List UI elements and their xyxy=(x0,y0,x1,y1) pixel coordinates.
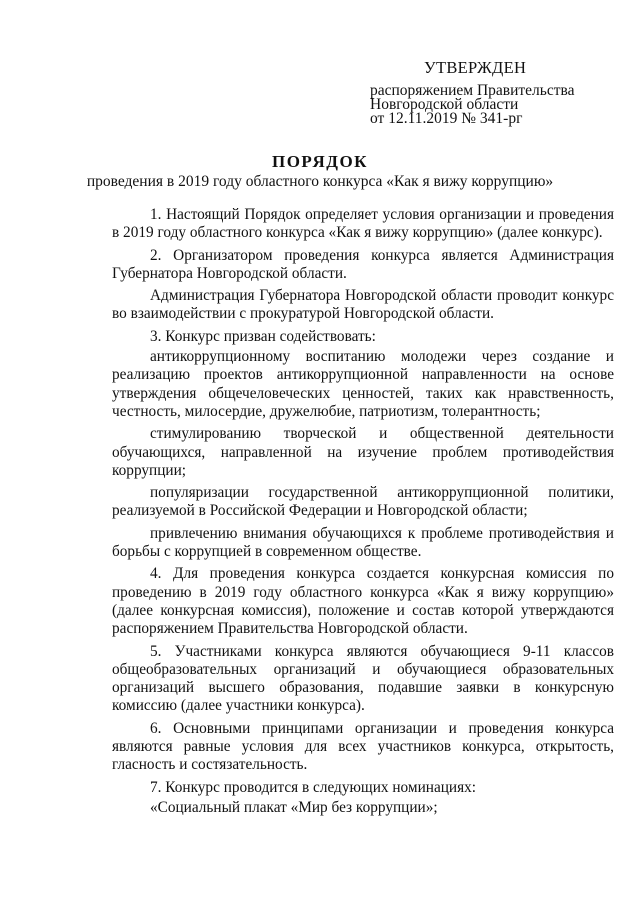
approval-line-3: от 12.11.2019 № 341-рг xyxy=(370,110,523,127)
approval-block xyxy=(370,58,620,126)
paragraph-3-item-3: популяризации государственной антикоррупционной политики, реализуемой в Российской Федерации и Новгородской области; xyxy=(112,484,614,520)
paragraph-2: 2. Организатором проведения конкурса является Администрация Губернатора Новгородской области. xyxy=(112,246,614,282)
paragraph-5: 5. Участниками конкурса являются обучающиеся 9-11 классов общеобразовательных организаций и обучающиеся образовательных организаций высшего образования, подавшие заявки в конкурсную комиссию (далее участники конкурса). xyxy=(112,642,614,715)
paragraph-3-item-1: антикоррупционному воспитанию молодежи через создание и реализацию проектов антикоррупционной направленности на основе утверждения общечеловеческих ценностей, таких как нравственность, честность, милосердие, дружелюбие, патриотизм, толерантность; xyxy=(112,348,614,420)
document-body xyxy=(112,206,614,821)
approval-line-1: распоряжением Правительства xyxy=(370,82,575,99)
paragraph-3: 3. Конкурс призван содействовать: xyxy=(150,327,376,345)
paragraph-1: 1. Настоящий Порядок определяет условия организации и проведения в 2019 году областного конкурса «Как я вижу коррупцию» (далее конкурс). xyxy=(112,206,614,242)
paragraph-6: 6. Основными принципами организации и проведения конкурса являются равные условия для всех участников конкурса, открытость, гласность и состязательность. xyxy=(112,719,614,774)
approval-heading: УТВЕРЖДЕН xyxy=(424,58,527,77)
paragraph-7: 7. Конкурс проводится в следующих номинациях: xyxy=(150,778,477,796)
paragraph-3-item-4: привлечению внимания обучающихся к проблеме противодействия и борьбы с коррупцией в современном обществе. xyxy=(112,524,614,561)
document-title: ПОРЯДОК xyxy=(271,152,368,171)
document-subtitle: проведения в 2019 году областного конкурса «Как я вижу коррупцию» xyxy=(86,173,554,190)
approval-line-2: Новгородской области xyxy=(370,96,519,113)
paragraph-7-item-1: «Социальный плакат «Мир без коррупции»; xyxy=(150,798,438,816)
paragraph-2-cont: Администрация Губернатора Новгородской области проводит конкурс во взаимодействии с прокуратурой Новгородской области. xyxy=(112,287,614,323)
paragraph-4: 4. Для проведения конкурса создается конкурсная комиссия по проведению в 2019 году областного конкурса «Как я вижу коррупцию» (далее конкурсная комиссия), положение и состав которой утверждаются распоряжением Правительства Новгородской области. xyxy=(112,565,614,638)
paragraph-3-item-2: стимулированию творческой и общественной деятельности обучающихся, направленной на изучение проблем противодействия коррупции; xyxy=(112,425,614,479)
